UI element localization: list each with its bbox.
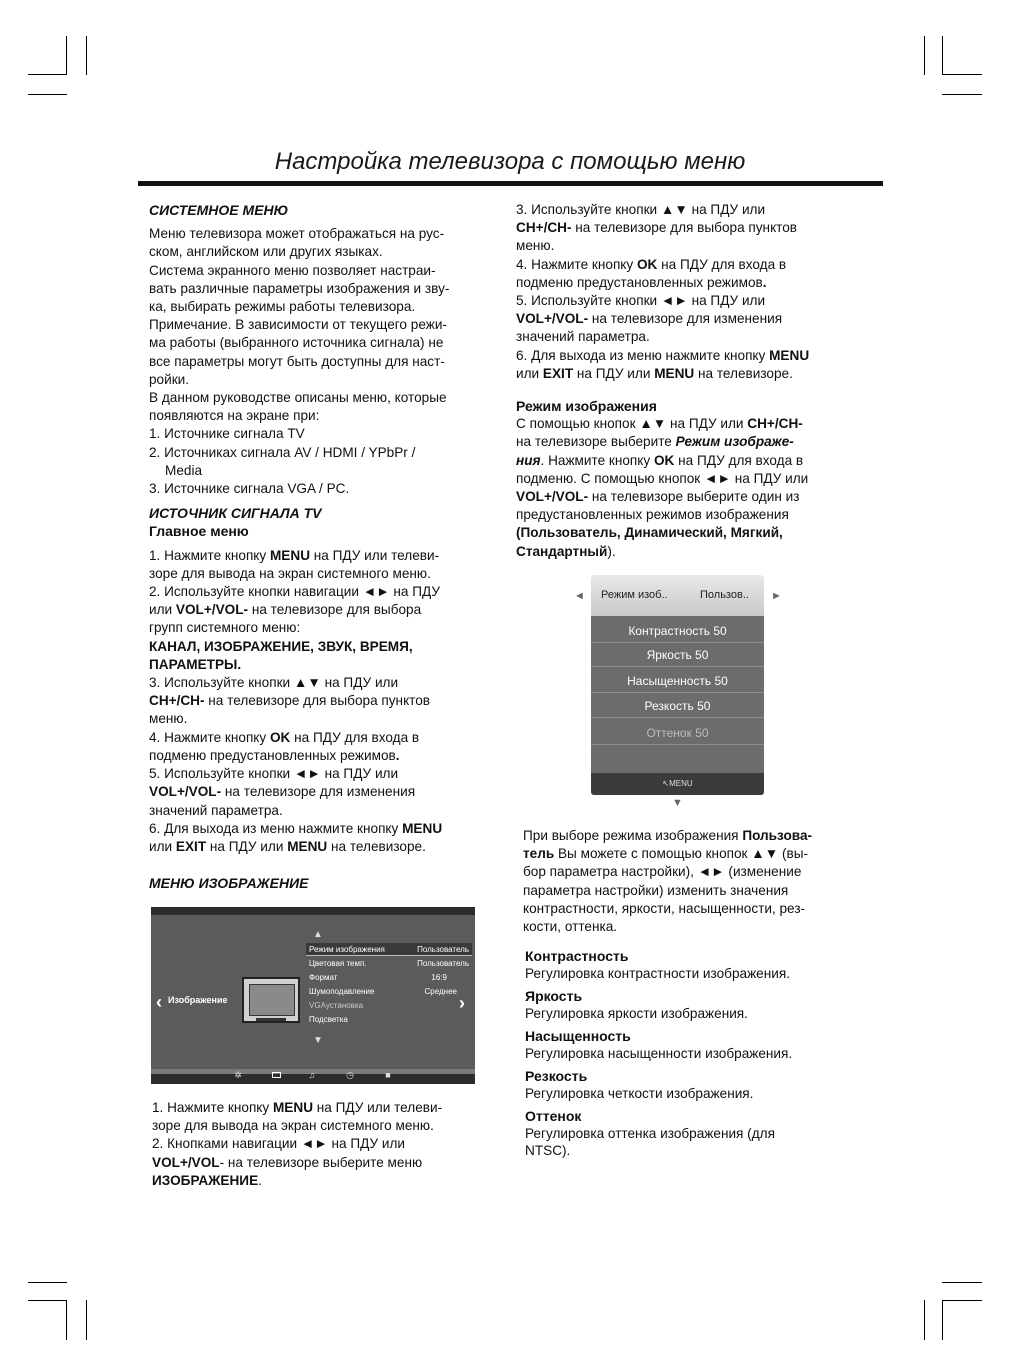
sound-icon: ♫: [308, 1070, 316, 1080]
def-desc-tint: Регулировка оттенка изображения (для: [525, 1126, 775, 1141]
def-term-contrast: Контрастность: [525, 948, 629, 964]
osd-row-saturation[interactable]: Насыщенность 50: [591, 669, 764, 693]
menu-row-color-temp[interactable]: Цветовая темп. Пользователь: [309, 959, 469, 968]
picture-menu-heading: МЕНЮ ИЗОБРАЖЕНИЕ: [149, 875, 309, 892]
back-arrow-icon: ↖: [662, 779, 670, 788]
osd-row-contrast[interactable]: Контрастность 50: [591, 619, 764, 643]
osd-row-tint[interactable]: Оттенок 50: [591, 721, 764, 745]
clock-icon: ◷: [346, 1070, 354, 1080]
menu-row-vga[interactable]: VGAустановка: [309, 1001, 364, 1010]
title-rule: [138, 181, 883, 186]
def-term-brightness: Яркость: [525, 988, 583, 1004]
left-arrow-icon: ‹: [156, 992, 162, 1012]
osd-menu-label: MENU: [669, 779, 693, 788]
menu-row-picture-mode[interactable]: Режим изображения Пользователь: [306, 943, 472, 956]
tv-icon: [242, 977, 300, 1023]
page-title: Настройка телевизора с помощью меню: [274, 148, 746, 175]
system-menu-heading: СИСТЕМНОЕ МЕНЮ: [149, 202, 289, 218]
definitions: [525, 948, 865, 1159]
osd-row-brightness[interactable]: Яркость 50: [591, 643, 764, 667]
picture-icon: [271, 1071, 281, 1079]
osd-left-arrow-icon: ◄: [574, 590, 585, 602]
right-column: 3. Используйте кнопки ▲▼ на ПДУ или CH+/CH- на телевизоре для выбора пунктов меню. 4. Нажмите кнопку OK на ПДУ для входа в подменю предустановленных режимов. 5. Используйте кнопки ◄► на ПДУ или VOL+/VOL- на телевизоре для изменения значений параметра. 6. Для выхода из меню нажмите кнопку MENU или EXIT на ПДУ или MENU на телевизоре. Режим изображения С помощью кнопок ▲▼ на ПДУ или CH+/CH- на телевизоре выберите Режим изображе- ния. Нажмите кнопку OK на ПДУ для входа в подменю. С помощью кнопок ◄► на ПДУ или VOL+/VOL- на телевизоре выберите один из предустановленных режимов изображения (Пользователь, Динамический, Мягкий, Стандартный).: [516, 201, 861, 561]
def-term-tint: Оттенок: [525, 1108, 582, 1124]
def-desc-saturation: Регулировка насыщенности изображения.: [525, 1046, 793, 1061]
menu-row-noise-reduction[interactable]: Шумоподавление Среднее: [309, 987, 457, 996]
screen-top-bar: [151, 907, 475, 915]
up-arrow-icon: ▲: [313, 929, 323, 940]
picture-mode-heading: Режим изображения: [516, 398, 657, 415]
left-column: [149, 201, 489, 892]
def-desc-tint-cont: NTSC).: [525, 1143, 571, 1158]
tv-source-heading: ИСТОЧНИК СИГНАЛА TV: [149, 505, 322, 522]
tv-screen-mockup: [151, 907, 475, 1084]
osd-mode-value: Пользов..: [700, 589, 749, 601]
osd-down-arrow-icon: ▼: [672, 797, 683, 809]
def-desc-contrast: Регулировка контрастности изображения.: [525, 966, 790, 981]
menu-row-backlight[interactable]: Подсветка: [309, 1015, 348, 1024]
main-menu-steps: 1. Нажмите кнопку MENU на ПДУ или телеви- зоре для вывода на экран системного меню. 2. Используйте кнопки навигации ◄► на ПДУ или VOL+/VOL- на телевизоре для выбора групп системного меню: КАНАЛ, ИЗОБРАЖЕНИЕ, ЗВУК, ВРЕМЯ, ПАРАМЕТРЫ. 3. Используйте кнопки ▲▼ на ПДУ или CH+/CH- на телевизоре для выбора пунктов меню. 4. Нажмите кнопку OK на ПДУ для входа в подменю предустановленных режимов. 5. Используйте кнопки ◄► на ПДУ или VOL+/VOL- на телевизоре для изменения значений параметра. 6. Для выхода из меню нажмите кнопку MENU или EXIT на ПДУ или MENU на телевизоре.: [149, 547, 443, 854]
right-arrow-icon: ›: [459, 993, 465, 1013]
picture-menu-label: Изображение: [168, 995, 228, 1005]
user-mode-text: При выборе режима изображения Пользова- тель Вы можете с помощью кнопок ▲▼ (вы- бор параметра настройки), ◄► (изменение параметра настройки) изменить значения контрастности, яркости, насыщенности, рез- кости, оттенка.: [523, 828, 813, 935]
osd-header[interactable]: [591, 575, 764, 616]
def-term-saturation: Насыщенность: [525, 1028, 631, 1044]
def-term-sharpness: Резкость: [525, 1068, 588, 1084]
def-desc-brightness: Регулировка яркости изображения.: [525, 1006, 748, 1021]
def-desc-sharpness: Регулировка четкости изображения.: [525, 1086, 754, 1101]
main-menu-subheading: Главное меню: [149, 523, 249, 540]
system-menu-text: Меню телевизора может отображаться на рус- ском, английском или других языках. Система экранного меню позволяет настраи- вать различные параметры изображения и зву- ка, выбирать режимы работы телевизора. Примечание. В зависимости от текущего режи- ма работы (выбранного источника сигнала) не все параметры могут быть доступны для наст- ройки. В данном руководстве описаны меню, которые появляются на экране при: 1. Источнике сигнала TV 2. Источниках сигнала AV / HDMI / YPbPr / Media 3. Источнике сигнала VGA / PC.: [149, 226, 450, 497]
osd-right-arrow-icon: ►: [771, 590, 782, 602]
osd-footer[interactable]: [591, 773, 764, 795]
menu-row-format[interactable]: Формат 16:9: [309, 973, 447, 982]
osd-mode-label: Режим изоб..: [601, 589, 668, 601]
lock-icon: ■: [385, 1070, 391, 1080]
down-arrow-icon: ▼: [313, 1035, 323, 1046]
picture-menu-steps: 1. Нажмите кнопку MENU на ПДУ или телеви- зоре для вывода на экран системного меню. 2. Кнопками навигации ◄► на ПДУ или VOL+/VOL- на телевизоре выберите меню ИЗОБРАЖЕНИЕ.: [152, 1100, 443, 1188]
osd-row-sharpness[interactable]: Резкость 50: [591, 694, 764, 718]
settings-icon: ✲: [234, 1070, 242, 1080]
